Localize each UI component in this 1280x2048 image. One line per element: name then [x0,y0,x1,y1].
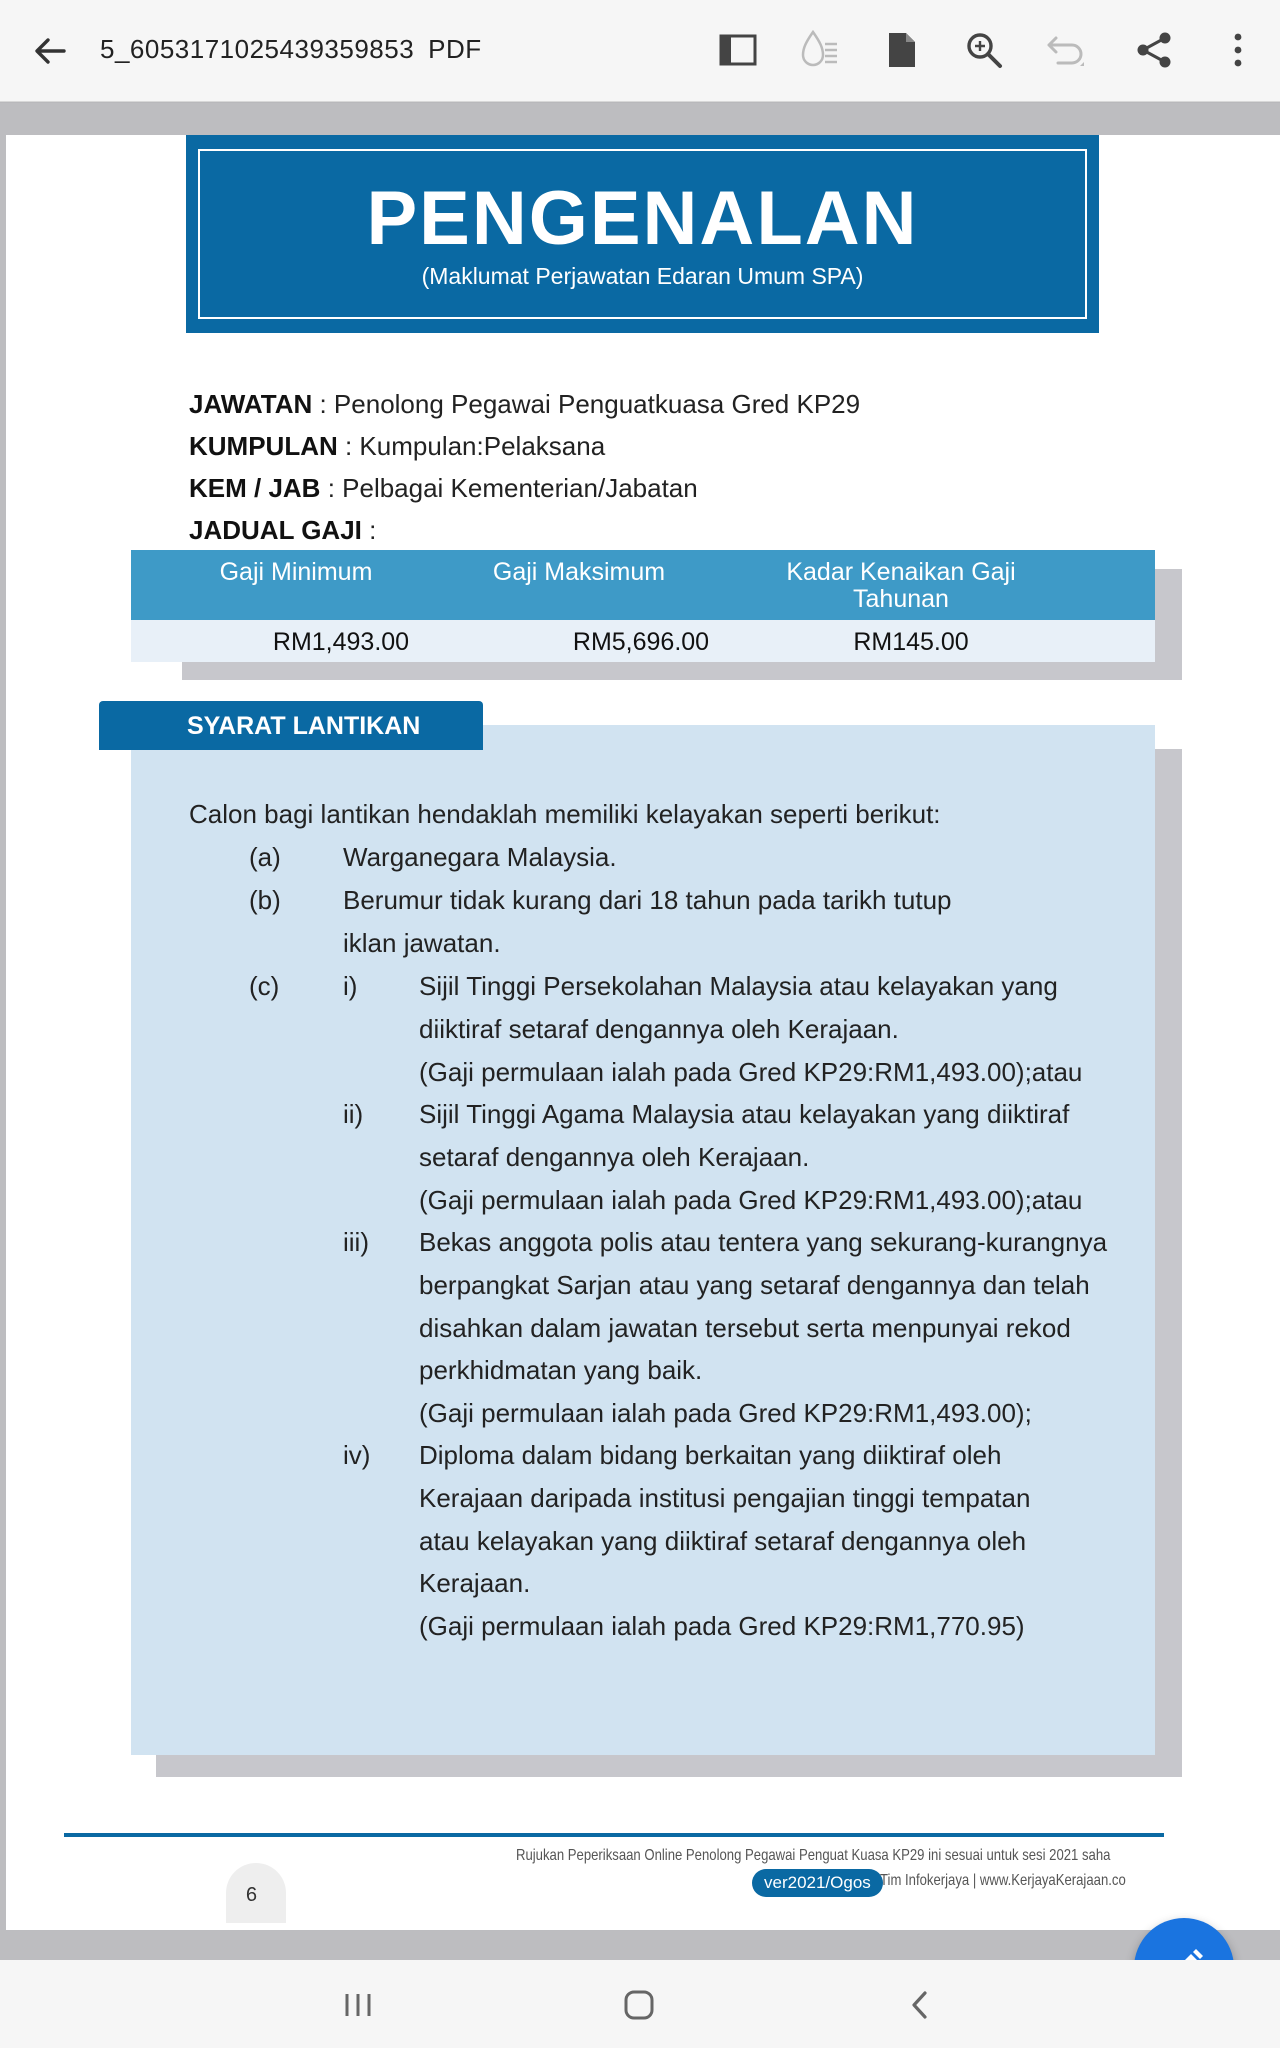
home-icon [621,1987,657,2023]
home-button[interactable] [609,1980,669,2030]
value-kadar-kenaikan: RM145.00 [853,628,969,656]
sidebar-button[interactable] [716,28,760,72]
footer-divider [64,1833,1164,1837]
nav-back-button[interactable] [890,1980,950,2030]
syarat-intro: Calon bagi lantikan hendaklah memiliki kelayakan seperti berikut: [189,799,941,829]
file-title [100,34,482,65]
salary-table-header [131,550,1155,620]
info-jawatan: JAWATAN : Penolong Pegawai Penguatkuasa Gred KP29 [189,389,861,419]
share-icon [1134,30,1174,70]
list-item-a: Warganegara Malaysia. [343,842,617,872]
pdf-page [6,135,1280,1930]
sub-marker-i: i) [343,971,358,1001]
search-icon [964,30,1004,70]
sub-item-ii: Sijil Tinggi Agama Malaysia atau kelayakan yang diiktiraf setaraf dengannya oleh Kerajaan. (Gaji permulaan ialah pada Gred KP29:RM1,493.00);atau [419,1099,1083,1215]
list-marker-c: (c) [249,971,280,1001]
file-name: 5_6053171025439359853 [100,34,415,64]
page-number: 9 [246,1882,258,1904]
sub-marker-iv: iv) [343,1440,371,1470]
more-button[interactable] [1216,28,1260,72]
more-icon [1232,30,1244,70]
info-kumpulan: KUMPULAN : Kumpulan:Pelaksana [189,431,606,461]
system-nav-bar [0,1960,1280,2048]
list-marker-a: (a) [249,842,281,872]
sub-item-iv: Diploma dalam bidang berkaitan yang diiktiraf oleh Kerajaan daripada institusi pengajian tinggi tempatan atau kelayakan yang diiktiraf setaraf dengannya oleh Kerajaan. (Gaji permulaan ialah pada Gred KP29:RM1,770.95) [419,1440,1031,1642]
recent-apps-icon [341,1990,375,2020]
title-banner [186,135,1099,333]
undo-icon [1044,30,1088,70]
reading-mode-icon [798,28,842,72]
search-button[interactable] [962,28,1006,72]
banner-title: PENGENALAN [366,176,919,261]
syarat-heading: SYARAT LANTIKAN [99,701,483,750]
salary-table-row [131,620,1155,662]
sub-marker-iii: iii) [343,1227,369,1257]
job-info [189,383,860,551]
header-gaji-maksimum: Gaji Maksimum [492,558,666,586]
value-gaji-maksimum: RM5,696.00 [572,628,710,656]
list-marker-b: (b) [249,885,281,915]
header-gaji-minimum: Gaji Minimum [219,558,373,586]
banner-subtitle: (Maklumat Perjawatan Edaran Umum SPA) [421,263,864,289]
back-icon [30,31,70,71]
footer-note: Rujukan Peperiksaan Online Penolong Pegawai Penguat Kuasa KP29 ini sesuai untuk sesi 2021 saha [516,1847,1111,1864]
version-badge: ver2021/Ogos [752,1869,883,1897]
sub-marker-ii: ii) [343,1099,364,1129]
info-kemjab: KEM / JAB : Pelbagai Kementerian/Jabatan [189,473,698,503]
page-view-button[interactable] [880,28,924,72]
sidebar-icon [718,33,758,67]
sub-item-iii: Bekas anggota polis atau tentera yang sekurang-kurangnya berpangkat Sarjan atau yang setaraf dengannya dan telah disahkan dalam jawatan tersebut serta menpunyai rekod perkhidmatan yang baik. (Gaji permulaan ialah pada Gred KP29:RM1,493.00); [419,1227,1108,1429]
salary-table [131,550,1155,662]
sub-item-i: Sijil Tinggi Persekolahan Malaysia atau kelayakan yang diiktiraf setaraf dengannya oleh Kerajaan. (Gaji permulaan ialah pada Gred KP29:RM1,493.00);atau [419,971,1083,1087]
value-gaji-minimum: RM1,493.00 [272,628,410,656]
pdf-viewer[interactable] [0,103,1280,1960]
file-type: PDF [428,34,482,64]
recent-apps-button[interactable] [328,1980,388,2030]
reading-mode-button[interactable] [798,28,842,72]
undo-button[interactable] [1044,28,1088,72]
page-icon [885,30,919,70]
list-item-b: Berumur tidak kurang dari 18 tahun pada tarikh tutup iklan jawatan. [343,885,952,958]
info-jadual: JADUAL GAJI : [189,515,377,545]
app-bar [0,0,1280,102]
footer-credit: Tim Infokerjaya | www.KerjayaKerajaan.co [880,1872,1126,1889]
nav-back-icon [905,1988,935,2022]
share-button[interactable] [1132,28,1176,72]
header-kadar-kenaikan: Kadar Kenaikan Gaji Tahunan [786,558,1016,613]
back-button[interactable] [30,31,70,71]
